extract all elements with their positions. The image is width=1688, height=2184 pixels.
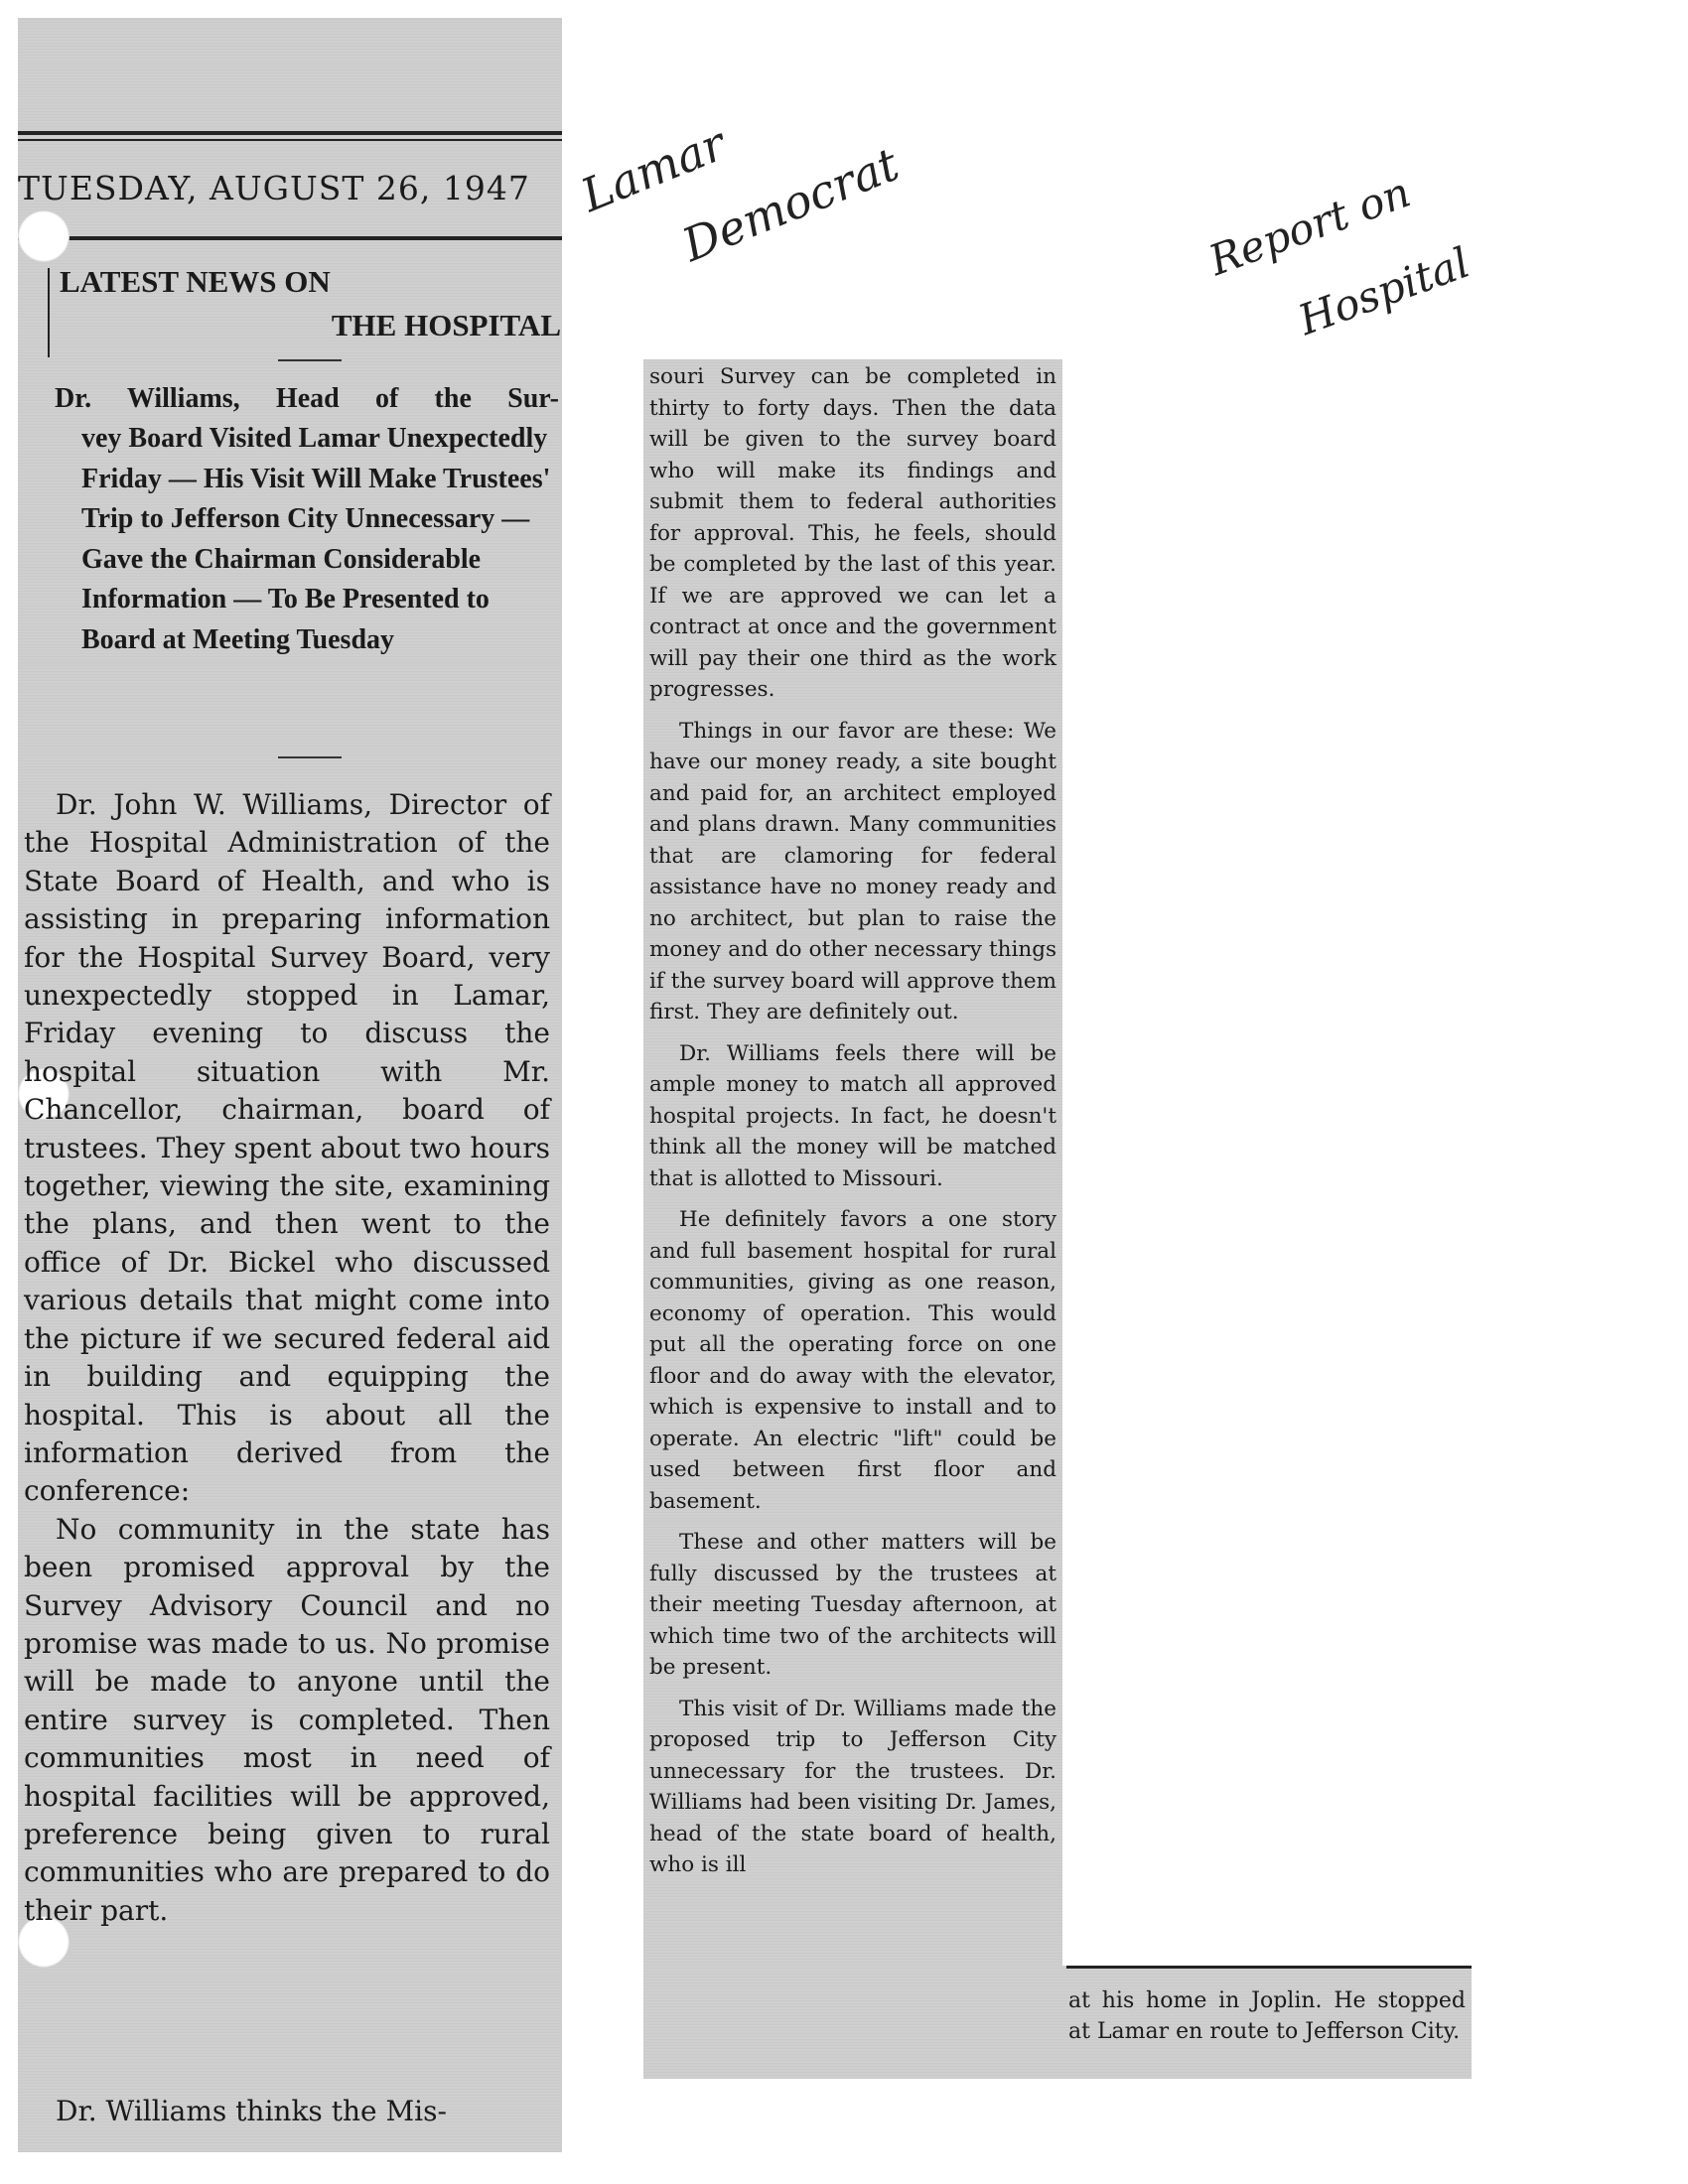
dateline: TUESDAY, AUGUST 26, 1947 (18, 169, 530, 207)
left-paragraph-1: Dr. John W. Williams, Director of the Hospital Administration of the State Board of Health, and who is assisting in preparing information for the Hospital Survey Board, very unexpectedly stopped in Lamar, Friday evening to discuss the hospital situation with Mr. Chancellor, chairman, board of trustees. They spent about two hours together, viewing the site, examining the plans, and then went to the office of Dr. Bickel who discussed various details that might come into the picture if we secured federal aid in building and equipping the hospital. This is about all the information derived from the conference: (24, 788, 550, 1508)
punch-hole-top (18, 210, 70, 262)
handwritten-subject-line1: Report on (1202, 167, 1417, 285)
deck-first-line-wrap (55, 379, 559, 419)
right-article-tail: at his home in Joplin. He stopped at Lamar en route to Jefferson City. (1068, 1988, 1466, 2044)
left-paragraph-3: Dr. Williams thinks the Mis- (56, 2095, 447, 2127)
left-article-continuation (24, 2093, 550, 2130)
left-article-body (24, 786, 550, 1930)
deck: vey Board Visited Lamar Unexpectedly Friday — His Visit Will Make Trustees' Trip to Jefferson City Unnecessary — Gave the Chairman Considerable Information — To Be Presented to Board at Meeting Tuesday (81, 423, 551, 655)
headline-line2: THE HOSPITAL (331, 308, 561, 342)
headline-line1: LATEST NEWS ON (60, 264, 331, 299)
deck-first-line: Dr. Williams, Head of the Sur- (55, 383, 559, 414)
handwritten-subject-line2: Hospital (1292, 237, 1477, 344)
tail-rule (1066, 1966, 1472, 1969)
right-paragraph-6: This visit of Dr. Williams made the proposed trip to Jefferson City unnecessary for the trustees. Dr. Williams had been visiting Dr. James, head of the state board of health, who is ill (649, 1696, 1056, 1877)
left-paragraph-2: No community in the state has been promised approval by the Survey Advisory Council and no promise was made to us. No promise will be made to anyone until the entire survey is completed. Then communities most in need of hospital facilities will be approved, preference being given to rural communities who are prepared to do their part. (24, 1512, 550, 1927)
right-paragraph-1: souri Survey can be completed in thirty to forty days. Then the data will be given to the survey board who will make its findings and submit them to federal authorities for approval. This, he feels, should be completed by the last of this year. If we are approved we can let a contract at once and the government will pay their one third as the work progresses. (649, 364, 1056, 702)
right-paragraph-2: Things in our favor are these: We have our money ready, a site bought and paid for, an architect employed and plans drawn. Many communities that are clamoring for federal assistance have no money ready and no architect, but plan to raise the money and do other necessary things if the survey board will approve them first. They are definitely out. (649, 718, 1056, 1024)
right-edge-fragments (550, 1122, 564, 2134)
headline (60, 260, 561, 347)
handwritten-publication-line1: Lamar (573, 116, 734, 222)
deck-dash (278, 756, 342, 758)
right-paragraph-4: He definitely favors a one story and full basement hospital for rural communities, giving as one reason, economy of operation. This would put all the operating force on one floor and do away with the elevator, which is expensive to install and to operate. An electric "lift" could be used between first floor and basement. (649, 1207, 1056, 1514)
dateline-rule (18, 236, 562, 240)
headline-dash (278, 359, 342, 361)
right-paragraph-3: Dr. Williams feels there will be ample money to match all approved hospital projects. In fact, he doesn't think all the money will be matched that is allotted to Missouri. (649, 1040, 1056, 1191)
right-paragraph-5: These and other matters will be fully discussed by the trustees at their meeting Tuesday afternoon, at which time two of the architects will be present. (649, 1530, 1056, 1680)
masthead-rule-thin (18, 139, 562, 141)
handwritten-publication-line2: Democrat (674, 137, 907, 272)
column-rule (48, 268, 50, 357)
masthead-rule-top (18, 131, 562, 135)
right-article-body (649, 361, 1056, 1891)
left-edge-fragments (18, 347, 38, 1380)
